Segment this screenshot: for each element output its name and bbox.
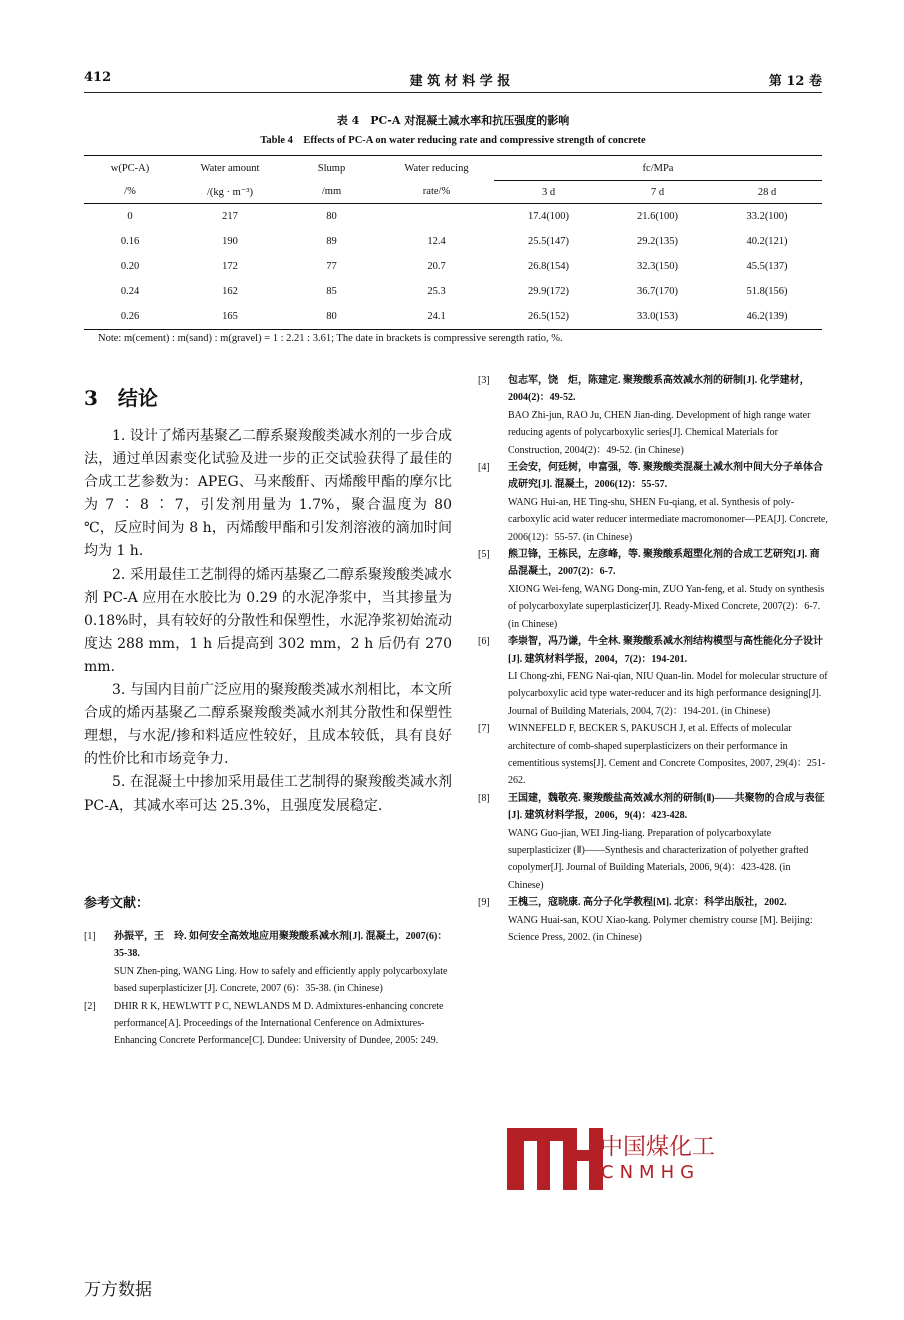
table-cell: 26.5(152) (494, 304, 603, 330)
reference-item (478, 790, 828, 894)
table-cell: 89 (326, 236, 337, 247)
reference-en: WANG Guo-jian, WEI Jing-liang. Preparation of polycarboxylate superplasticizer (Ⅱ)——Synthesis and characterization of polyether grafted copolymer[J]. Journal of Building Materials, 2006, 9(4)：423-428. (in Chinese) (508, 827, 809, 891)
table-row (84, 204, 822, 230)
references-left (84, 928, 452, 1050)
table-cell: 32.3(150) (636, 261, 679, 272)
table-cell: 162 (222, 286, 238, 297)
reference-number: [1] (84, 931, 96, 942)
reference-item (84, 928, 452, 998)
reference-item (478, 372, 828, 459)
col-header-fc: fc/MPa (494, 156, 822, 181)
table-cell: 46.2(139) (712, 304, 822, 330)
reference-number: [2] (84, 1000, 96, 1012)
reference-item (478, 459, 828, 546)
conclusion-paragraph: 3. 与国内目前广泛应用的聚羧酸类减水剂相比，本文所合成的烯丙基聚乙二醇系聚羧酸类减水剂其分散性和保塑性理想，与水泥/掺和料适应性较好，且成本较低，具有良好的性价比和市场竞争力. (84, 682, 452, 768)
reference-cn: 熊卫锋，王栋民，左彦峰，等. 聚羧酸系超塑化剂的合成工艺研究[J]. 商品混凝土，2007(2)：6-7. (508, 549, 820, 578)
table-cell: 217 (222, 211, 238, 222)
table-cell: 0 (127, 211, 133, 222)
table-cell: 21.6(100) (636, 211, 679, 222)
col-header-water: Water amount (176, 156, 284, 181)
table-note: Note: m(cement) : m(sand) : m(gravel) = 1 : 2.21 : 3.61; The date in brackets is compressive serength ratio, %. (98, 333, 563, 344)
reference-number: [6] (478, 636, 490, 648)
reference-item (478, 894, 828, 946)
reference-en: SUN Zhen-ping, WANG Ling. How to safely and efficiently apply polycarboxylate based superplasticizer [J]. Concrete, 2007 (6)：35-38. (in Chinese) (114, 965, 448, 995)
reference-number: [8] (478, 792, 490, 804)
table-row (84, 229, 822, 254)
page-number: 412 (84, 70, 112, 85)
source-watermark: 万方数据 (84, 1280, 152, 1300)
table-cell: 25.5(147) (527, 236, 570, 247)
conclusion-paragraph: 5. 在混凝土中掺加采用最佳工艺制得的聚羧酸类减水剂 PC-A，其减水率可达 25.3%，且强度发展稳定. (84, 774, 452, 814)
table-cell: 25.3 (427, 286, 446, 297)
reference-item (478, 546, 828, 633)
reference-cn: 李崇智，冯乃谦，牛全林. 聚羧酸系减水剂结构模型与高性能化分子设计[J]. 建筑材料学报，2004，7(2)：194-201. (508, 636, 823, 665)
conclusion-paragraph: 2. 采用最佳工艺制得的烯丙基聚乙二醇系聚羧酸类减水剂 PC-A 应用在水胶比为 0.29 的水泥净浆中，当其掺量为0.18%时，具有较好的分散性和保塑性，水泥净浆初始流动度达 288 mm，1 h 后提高到 302 mm，2 h 后仍有 270 mm. (84, 566, 452, 675)
col-unit-dosage: /% (84, 181, 176, 204)
col-header-slump: Slump (284, 156, 379, 181)
conclusion-paragraph: 1. 设计了烯丙基聚乙二醇系聚羧酸类减水剂的一步合成法，通过单因素变化试验及进一步的正交试验获得了最佳的合成工艺参数为：APEG、马来酸酐、丙烯酸甲酯的摩尔比为 7 ∶ 8 ∶ 7，引发剂用量为 1.7%，聚合温度为 80 ℃，反应时间为 8 h，丙烯酸甲酯和引发剂溶液的滴加时间均为 1 h. (84, 428, 452, 560)
table-cell: 80 (284, 304, 379, 330)
table-cell (379, 204, 494, 230)
table-cell: 0.16 (120, 236, 140, 247)
reference-cn: 包志军，饶 炬，陈建定. 聚羧酸系高效减水剂的研制[J]. 化学建材，2004(2)：49-52. (508, 375, 810, 404)
table-cell: 24.1 (379, 304, 494, 330)
table-cell: 12.4 (427, 236, 446, 247)
table-cell: 17.4(100) (527, 211, 570, 222)
reference-item (84, 998, 452, 1050)
table-cell: 190 (222, 236, 238, 247)
reference-en: LI Chong-zhi, FENG Nai-qian, NIU Quan-lin. Model for molecular structure of polycarboxylic acid type water-reducer and its high performance designing[J]. Journal of Building Materials, 2004, 7(2)：194-201. (in Chinese) (508, 670, 828, 717)
reference-number: [5] (478, 549, 490, 561)
reference-en: BAO Zhi-jun, RAO Ju, CHEN Jian-ding. Development of high range water reducing agents of polycarboxylic series[J]. Chemical Materials for Construction, 2004(2)：49-52. (in Chinese) (508, 409, 811, 456)
table-cell: 172 (222, 261, 238, 272)
table-cell: 45.5(137) (746, 261, 788, 272)
reference-en: WANG Huai-san, KOU Xiao-kang. Polymer chemistry course [M]. Beijing: Science Press, 2002. (in Chinese) (508, 914, 813, 943)
col-header-7d: 7 d (603, 181, 712, 204)
reference-en: WINNEFELD F, BECKER S, PAKUSCH J, et al. Effects of molecular architecture of comb-shaped superplasticizers on their performance in cementitious systems[J]. Cement and Concrete Composites, 2007, 29(4)：251-262. (508, 723, 826, 787)
reference-cn: 王槐三，寇晓康. 高分子化学教程[M]. 北京：科学出版社，2002. (508, 897, 787, 909)
logo-text-en: CNMHG (601, 1162, 701, 1183)
table-cell: 33.0(153) (603, 304, 712, 330)
header-rule (84, 92, 822, 93)
table-cell: 36.7(170) (636, 286, 679, 297)
reference-item (478, 633, 828, 720)
table-caption-en: Table 4 Effects of PC-A on water reducing rate and compressive strength of concrete (260, 135, 646, 146)
reference-cn: 孙振平，王 玲. 如何安全高效地应用聚羧酸系减水剂[J]. 混凝土，2007(6)：35-38. (114, 931, 448, 960)
table-row (84, 279, 822, 304)
reference-item (478, 720, 828, 790)
data-table (84, 155, 822, 330)
logo-text-cn: 中国煤化工 (600, 1134, 715, 1160)
reference-en: WANG Hui-an, HE Ting-shu, SHEN Fu-qiang, et al. Synthesis of poly-carboxylic acid water reducer intermediate macromonomer—PEA[J]. Concrete, 2006(12)：55-57. (in Chinese) (508, 496, 828, 543)
table-cell: 0.26 (84, 304, 176, 330)
table-cell: 165 (176, 304, 284, 330)
reference-number: [7] (478, 723, 490, 735)
conclusion-body (84, 425, 452, 818)
col-unit-reducing: rate/% (379, 181, 494, 204)
table-cell: 29.2(135) (636, 236, 679, 247)
table-cell: 26.8(154) (527, 261, 570, 272)
table-cell: 20.7 (427, 261, 446, 272)
table-row (84, 304, 822, 330)
references-right (478, 372, 828, 946)
table-cell: 0.20 (120, 261, 140, 272)
table-cell: 33.2(100) (746, 211, 788, 222)
col-header-reducing: Water reducing (379, 156, 494, 181)
reference-number: [9] (478, 897, 490, 909)
references-heading: 参考文献： (84, 896, 150, 911)
table-cell: 85 (326, 286, 337, 297)
table-row (84, 254, 822, 279)
journal-title: 建 筑 材 料 学 报 (409, 74, 511, 89)
table-cell: 0.24 (120, 286, 140, 297)
reference-en: XIONG Wei-feng, WANG Dong-min, ZUO Yan-feng, et al. Study on synthesis of polycarboxylate superplasticizer[J]. Ready-Mixed Concrete, 2007(2)：6-7. (in Chinese) (508, 583, 825, 630)
table-caption-cn: 表 4 PC-A 对混凝土减水率和抗压强度的影响 (336, 114, 570, 127)
table-cell: 51.8(156) (746, 286, 788, 297)
reference-number: [3] (478, 375, 490, 386)
reference-number: [4] (478, 462, 490, 474)
reference-cn: 王国建，魏敬亮. 聚羧酸盐高效减水剂的研制(Ⅱ)——共聚物的合成与表征[J]. 建筑材料学报，2006，9(4)：423-428. (508, 792, 825, 822)
section-title: 3 结论 (84, 386, 158, 410)
table-cell: 40.2(121) (746, 236, 788, 247)
col-header-28d: 28 d (712, 181, 822, 204)
col-header-3d: 3 d (494, 181, 603, 204)
col-unit-water: /(kg · m⁻³) (176, 181, 284, 204)
reference-cn: 王会安，何廷树，申富强，等. 聚羧酸类混凝土减水剂中间大分子单体合成研究[J]. 混凝土，2006(12)：55-57. (508, 462, 823, 491)
table-cell: 77 (326, 261, 337, 272)
table-cell: 29.9(172) (527, 286, 570, 297)
col-unit-slump: /mm (284, 181, 379, 204)
col-header-dosage: w(PC-A) (84, 156, 176, 181)
volume-label: 第 12 卷 (768, 74, 822, 89)
table-cell: 80 (326, 211, 337, 222)
reference-en: DHIR R K, HEWLWTT P C, NEWLANDS M D. Admixtures-enhancing concrete performance[A]. Proceedings of the International Cenference on Admixtures-Enhancing Concrete Performance[C]. Dundee: University of Dundee, 2005: 249. (114, 1000, 444, 1047)
